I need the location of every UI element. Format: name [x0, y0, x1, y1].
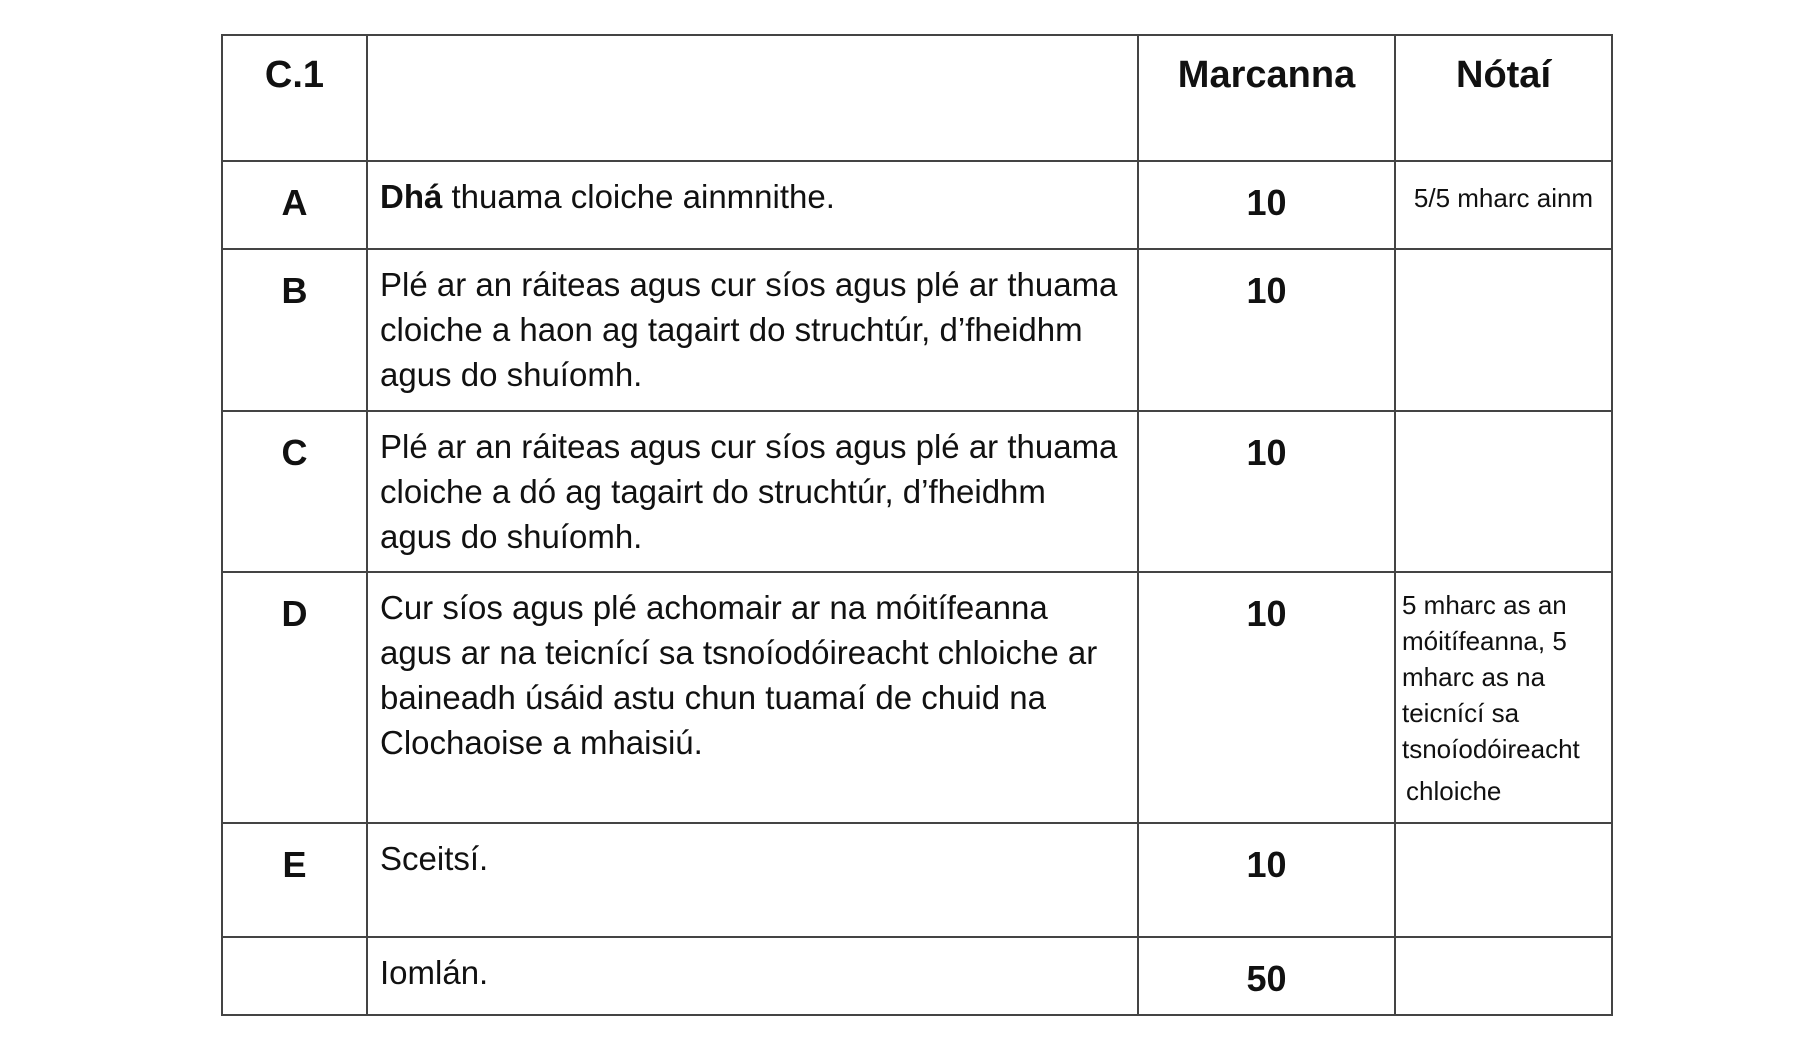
row-marks: 10 [1246, 593, 1287, 634]
row-notes-cell [1395, 161, 1612, 249]
marking-scheme-table [221, 34, 1613, 1016]
table-row-e [222, 823, 1612, 937]
row-description: Cur síos agus plé achomair ar na móitífeanna agus ar na teicnící sa tsnoíodóireacht chloiche ar baineadh úsáid astu chun tuamaí de chuid na Clochaoise a mhaisiú. [380, 589, 1098, 761]
row-notes [1396, 250, 1611, 264]
table-row-b [222, 249, 1612, 411]
row-description-text: thuama cloiche ainmnithe. [442, 178, 835, 215]
total-label-cell [222, 937, 367, 1015]
total-marks-cell [1138, 937, 1395, 1015]
row-description-cell [367, 823, 1138, 937]
row-marks: 10 [1246, 270, 1287, 311]
marks-header-cell [1138, 35, 1395, 161]
row-marks: 10 [1246, 432, 1287, 473]
row-label-cell [222, 572, 367, 823]
row-label-cell [222, 161, 367, 249]
row-description [368, 162, 1137, 219]
total-notes-cell [1395, 937, 1612, 1015]
row-description: Plé ar an ráiteas agus cur síos agus plé ar thuama cloiche a dó ag tagairt do struchtúr, d’fheidhm agus do shuíomh. [380, 428, 1118, 555]
total-marks: 50 [1246, 958, 1287, 999]
row-marks-cell [1138, 249, 1395, 411]
marks-header: Marcanna [1177, 54, 1356, 96]
row-description-bold: Dhá [380, 178, 443, 215]
row-label-cell [222, 411, 367, 572]
header-description [368, 36, 1137, 48]
row-marks: 10 [1246, 844, 1287, 885]
total-description-cell [367, 937, 1138, 1015]
table-row-a [222, 161, 1612, 249]
row-label: E [282, 844, 307, 885]
row-description-cell [367, 249, 1138, 411]
row-notes-text: 5 mharc as an móitífeanna, 5 mharc as na teicnící sa tsnoíodóireacht [1402, 590, 1580, 764]
header-row [222, 35, 1612, 161]
row-description-cell [367, 572, 1138, 823]
row-marks-cell [1138, 161, 1395, 249]
row-marks-cell [1138, 572, 1395, 823]
row-description-cell [367, 161, 1138, 249]
question-number-cell [222, 35, 367, 161]
notes-header-cell [1395, 35, 1612, 161]
total-row [222, 937, 1612, 1015]
row-label: D [281, 593, 308, 634]
table-row-c [222, 411, 1612, 572]
row-label: A [281, 182, 308, 223]
row-description: Plé ar an ráiteas agus cur síos agus plé ar thuama cloiche a haon ag tagairt do struchtúr, d’fheidhm agus do shuíomh. [380, 266, 1118, 393]
row-notes-cell [1395, 411, 1612, 572]
row-description: Sceitsí. [380, 840, 489, 877]
row-label-cell [222, 249, 367, 411]
row-marks-cell [1138, 823, 1395, 937]
total-label [223, 938, 366, 958]
row-notes [1396, 824, 1611, 838]
row-notes [1396, 412, 1611, 426]
total-description: Iomlán. [380, 954, 489, 991]
total-notes [1396, 938, 1611, 952]
row-marks: 10 [1246, 182, 1287, 223]
header-description-cell [367, 35, 1138, 161]
question-number: C.1 [264, 54, 325, 96]
row-notes-cell [1395, 823, 1612, 937]
row-notes-cell [1395, 249, 1612, 411]
row-notes: 5/5 mharc ainm [1413, 183, 1594, 213]
row-label-cell [222, 823, 367, 937]
row-description-cell [367, 411, 1138, 572]
notes-header: Nótaí [1456, 54, 1551, 96]
table-row-d [222, 572, 1612, 823]
row-notes [1396, 573, 1611, 809]
row-notes-last-line: chloiche [1406, 776, 1502, 806]
row-label: C [281, 432, 308, 473]
row-label: B [281, 270, 308, 311]
row-notes-cell [1395, 572, 1612, 823]
row-marks-cell [1138, 411, 1395, 572]
